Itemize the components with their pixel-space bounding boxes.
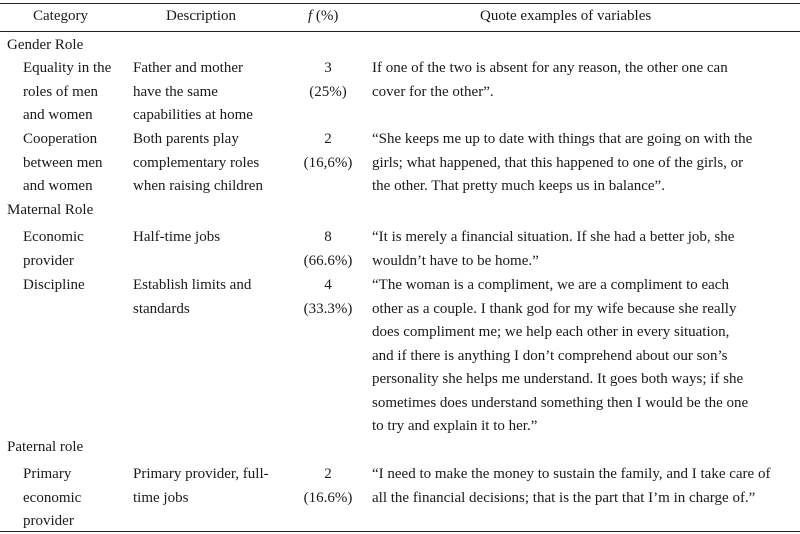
header-frequency [308,5,338,29]
description-line: capabilities at home [133,107,253,123]
frequency-count: 3 [324,60,332,76]
description-cell [133,57,285,128]
frequency-percent: (25%) [309,83,347,100]
quote-cell [372,463,800,510]
frequency-symbol: f [308,8,313,24]
description-line: complementary roles [133,154,260,171]
description-line: when raising children [133,178,263,194]
description-line: have the same [133,83,218,100]
quote-cell [372,226,800,273]
category-line: economic [23,489,82,506]
frequency-cell [290,128,366,175]
quote-cell [372,128,800,199]
quote-line: the other. That pretty much keeps us in balance”. [372,178,665,194]
category-line: roles of men [23,83,98,100]
description-line: Establish limits and [133,277,252,293]
quote-line: sometimes does understand something then I would be the one [372,394,749,411]
frequency-percent: (16,6%) [303,154,353,171]
category-line: Economic [23,229,84,245]
header-quotes: Quote examples of variables [480,8,652,24]
quote-line: to try and explain it to her.” [372,418,538,434]
header-rule [0,31,800,32]
bottom-rule [0,531,800,532]
description-cell [133,226,285,250]
category-line: provider [23,513,74,529]
category-line: between men [23,154,103,171]
frequency-percent: (66.6%) [303,252,353,269]
frequency-count: 4 [324,277,332,293]
category-line: and women [23,178,93,194]
frequency-count: 2 [324,466,332,482]
frequency-cell [290,463,366,510]
top-rule [0,3,800,4]
description-cell [133,274,285,321]
category-cell [23,274,125,298]
frequency-percent: (33.3%) [303,300,353,317]
description-line: time jobs [133,489,189,506]
frequency-count: 2 [324,131,332,147]
description-cell [133,463,285,510]
quote-line: personality she helps me understand. It goes both ways; if she [372,371,744,387]
category-line: Equality in the [23,60,112,76]
description-cell [133,128,285,199]
header-description: Description [166,8,236,24]
quote-line: “I need to make the money to sustain the family, and I take care of [372,466,771,482]
quote-cell [372,57,800,104]
quote-line: “It is merely a financial situation. If she had a better job, she [372,229,735,245]
quote-line: cover for the other”. [372,83,494,100]
frequency-percent: (16.6%) [303,489,353,506]
quote-line: If one of the two is absent for any reason, the other one can [372,60,728,76]
frequency-cell [290,57,366,104]
description-line: Both parents play [133,131,239,147]
section-title-paternal-role: Paternal role [7,439,84,455]
category-line: Cooperation [23,131,98,147]
quote-cell [372,274,800,439]
quote-line: other as a couple. I thank god for my wife because she really [372,300,737,317]
quote-line: and if there is anything I don’t comprehend about our son’s [372,347,728,364]
section-title-maternal-role: Maternal Role [7,202,94,218]
quote-line: girls; what happened, that this happened to one of the girls, or [372,154,744,171]
category-cell [23,463,125,534]
quote-line: does compliment me; we help each other in every situation, [372,324,730,340]
category-line: Primary [23,466,72,482]
frequency-unit: (%) [312,8,339,24]
header-category: Category [33,8,88,24]
quote-line: wouldn’t have to be home.” [372,252,539,269]
description-line: Father and mother [133,60,243,76]
quote-line: “She keeps me up to date with things that are going on with the [372,131,753,147]
category-cell [23,226,125,273]
frequency-count: 8 [324,229,332,245]
description-line: Primary provider, full- [133,466,269,482]
description-line: standards [133,300,190,317]
category-cell [23,128,125,199]
frequency-cell [290,274,366,321]
category-line: provider [23,252,74,269]
section-title-gender-role: Gender Role [7,37,84,53]
quote-line: all the financial decisions; that is the part that I’m in charge of.” [372,489,756,506]
category-line: Discipline [23,277,85,293]
frequency-cell [290,226,366,273]
description-line: Half-time jobs [133,229,221,245]
category-cell [23,57,125,128]
category-line: and women [23,107,93,123]
quote-line: “The woman is a compliment, we are a compliment to each [372,277,729,293]
